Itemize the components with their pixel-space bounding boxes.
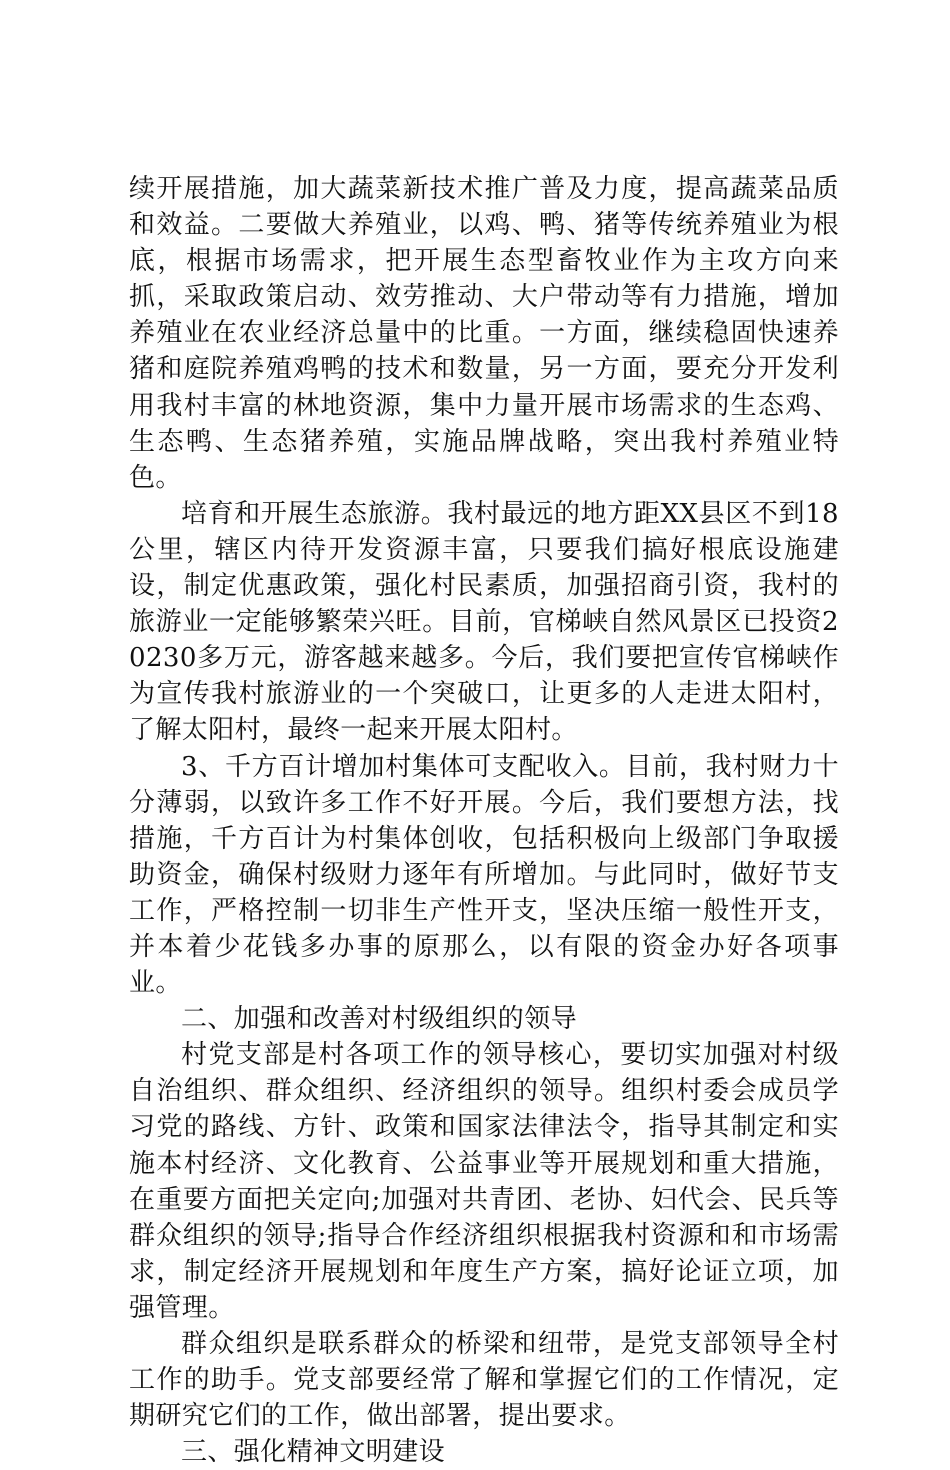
document-body xyxy=(129,171,839,1470)
paragraph-party-branch-core: 村党支部是村各项工作的领导核心，要切实加强对村级自治组织、群众组织、经济组织的领导。组织村委会成员学习党的路线、方针、政策和国家法律法令，指导其制定和实施本村经济、文化教育、公益事业等开展规划和重大措施，在重要方面把关定向;加强对共青团、老协、妇代会、民兵等群众组织的领导;指导合作经济组织根据我村资源和和市场需求，制定经济开展规划和年度生产方案，搞好论证立项，加强管理。 xyxy=(129,1040,839,1323)
section-heading-spiritual-civilization: 三、强化精神文明建设 xyxy=(181,1437,446,1468)
paragraph-mass-organizations: 群众组织是联系群众的桥梁和纽带，是党支部领导全村工作的助手。党支部要经常了解和掌握它们的工作情况，定期研究它们的工作，做出部署，提出要求。 xyxy=(129,1329,839,1432)
paragraph-livestock-continuation: 续开展措施，加大蔬菜新技术推广普及力度，提高蔬菜品质和效益。二要做大养殖业，以鸡、鸭、猪等传统养殖业为根底，根据市场需求，把开展生态型畜牧业作为主攻方向来抓，采取政策启动、效劳推动、大户带动等有力措施，增加养殖业在农业经济总量中的比重。一方面，继续稳固快速养猪和庭院养殖鸡鸭的技术和数量，另一方面，要充分开发利用我村丰富的林地资源，集中力量开展市场需求的生态鸡、生态鸭、生态猪养殖，实施品牌战略，突出我村养殖业特色。 xyxy=(129,174,839,493)
paragraph-collective-income: 3、千方百计增加村集体可支配收入。目前，我村财力十分薄弱，以致许多工作不好开展。今后，我们要想方法，找措施，千方百计为村集体创收，包括积极向上级部门争取援助资金，确保村级财力逐年有所增加。与此同时，做好节支工作，严格控制一切非生产性开支，坚决压缩一般性开支，并本着少花钱多办事的原那么，以有限的资金办好各项事业。 xyxy=(129,751,839,999)
section-heading-leadership: 二、加强和改善对村级组织的领导 xyxy=(181,1004,578,1035)
paragraph-eco-tourism: 培育和开展生态旅游。我村最远的地方距XX县区不到18公里，辖区内待开发资源丰富，只要我们搞好根底设施建设，制定优惠政策，强化村民素质，加强招商引资，我村的旅游业一定能够繁荣兴旺。目前，官梯峡自然风景区已投资20230多万元，游客越来越多。今后，我们要把宣传官梯峡作为宣传我村旅游业的一个突破口，让更多的人走进太阳村，了解太阳村，最终一起来开展太阳村。 xyxy=(129,498,839,746)
